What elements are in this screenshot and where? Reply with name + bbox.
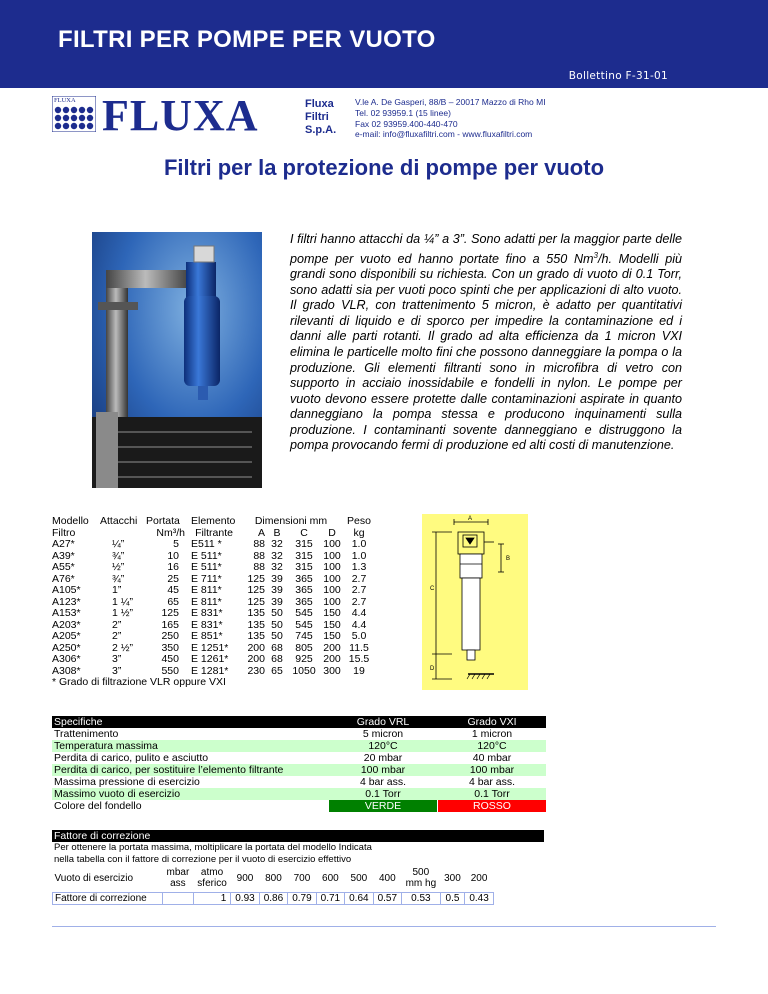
table-cell: E 811* (191, 584, 222, 596)
table-cell: 32 (271, 549, 283, 562)
table-cell: A153* (52, 607, 81, 619)
table-cell: 365 (295, 595, 313, 608)
table-cell: 32 (271, 538, 283, 550)
table-cell: E 711* (191, 572, 222, 585)
table-cell: E 1261* (191, 653, 229, 665)
table-cell: 50 (271, 607, 283, 619)
table-cell: A203* (52, 618, 81, 631)
spec-row: Temperatura massima 120°C 120°C (52, 740, 546, 752)
product-photo (92, 232, 262, 488)
table-cell: 745 (295, 630, 313, 642)
specifications-table (52, 716, 546, 812)
table-cell: 68 (271, 641, 283, 654)
correction-factor-text: Per ottenere la portata massima, moltiplicare la portata del modello Indicata nella tabella con il fattore di correzione per il vuoto di esercizio effettivo (54, 842, 372, 865)
table-note: * Grado di filtrazione VLR oppure VXI (52, 676, 226, 688)
dimension-drawing (422, 514, 528, 690)
table-cell: 88 (253, 549, 265, 562)
table-cell: 200 (323, 641, 341, 654)
table-cell: A55* (52, 561, 75, 573)
table-cell: 45 (167, 584, 179, 596)
color-badge-verde: VERDE (329, 800, 437, 812)
table-cell: 135 (247, 618, 265, 631)
correction-factor-title: Fattore di correzione (52, 830, 544, 842)
table-cell: 545 (295, 618, 313, 631)
table-row (52, 654, 373, 666)
table-cell: 1.0 (351, 538, 367, 550)
bulletin-number: Bollettino F-31-01 (568, 70, 668, 82)
table-cell: 365 (295, 584, 313, 596)
spec-row: Perdita di carico, pulito e asciutto 20 mbar 40 mbar (54, 752, 512, 764)
table-cell: 315 (295, 549, 313, 562)
address-street: V.le A. De Gasperi, 88/B – 20017 Mazzo di Rho MI (355, 97, 546, 107)
table-cell: ¾” (112, 572, 125, 585)
table-cell: 5 (173, 538, 179, 550)
table-cell: 1 ½” (112, 607, 134, 619)
table-cell: 1.3 (351, 561, 367, 573)
table-cell: 315 (295, 561, 313, 573)
table-cell: 1” (112, 584, 122, 596)
table-cell: 88 (253, 538, 265, 550)
table-cell: A105* (52, 584, 81, 596)
logo-mini-text: FLUXA (54, 97, 76, 104)
table-row (52, 585, 373, 597)
table-cell: 350 (161, 641, 179, 654)
table-cell: 15.5 (348, 653, 370, 665)
table-cell: E 1281* (191, 664, 229, 677)
table-cell: 68 (271, 653, 283, 665)
table-cell: 65 (271, 664, 283, 677)
table-cell: 165 (161, 618, 179, 631)
table-cell: ¼” (112, 538, 125, 550)
table-cell: 19 (353, 664, 365, 677)
correction-factor-section (52, 830, 542, 905)
spec-row: Massima pressione di esercizio 4 bar ass. 4 bar ass. (54, 776, 516, 788)
spec-row: Massimo vuoto di esercizio 0.1 Torr 0.1 Torr (52, 788, 546, 800)
table-cell: 11.5 (349, 641, 369, 654)
table-cell: 805 (295, 641, 313, 654)
table-cell: 2.7 (351, 572, 367, 585)
table-cell: 25 (167, 572, 179, 585)
correction-factor-table (52, 867, 494, 905)
table-cell: 365 (295, 572, 313, 585)
table-cell: E 851* (191, 630, 223, 642)
spec-row: Perdita di carico, per sostituire l’elemento filtrante 100 mbar 100 mbar (52, 764, 546, 776)
table-cell: 100 (323, 549, 341, 562)
table-row (52, 631, 373, 643)
table-cell: 1 ¼” (112, 595, 134, 608)
table-cell: 100 (323, 595, 341, 608)
models-table (52, 516, 373, 689)
table-cell: E 511* (191, 561, 222, 573)
color-badge-rosso: ROSSO (438, 800, 546, 812)
table-cell: 50 (271, 618, 283, 631)
table-cell: A27* (52, 538, 75, 550)
table-cell: 125 (247, 595, 265, 608)
table-cell: ½” (112, 561, 125, 573)
intro-paragraph: I filtri hanno attacchi da ¼” a 3”. Sono adatti per la maggior parte delle pompe per vuoto ed hanno portate fino a 550 Nm$^3$/h. Modelli più grandi sono disponibili su richiesta. Con un grado di vuoto di 0.1 Torr, sono adatti sia per vuoti poco spinti che per applicazioni di alto vuoto. Il grado VLR, con trattenimento 5 micron, è adatto per quantitativi rilevanti di liquido e di sporco per impedire la contaminazione ed i danni alle parti rotanti. Il grado ad alta efficienza da 1 micron VXI elimina le particelle molto fini che possono danneggiare la pompa o la produzione. Gli elementi filtranti sono in microfibra di vetro con supporto in acciaio inossidabile e fondelli in nylon. Le pompe per vuoto devono essere protette dalle contaminazioni aspirate in quanto danneggiano la pompa stessa e producono inquinamenti sulla produzione. I contaminanti sovente danneggiano e distruggono la pompa provocando fermi di produzione ed alti costi di manutenzione. (290, 232, 682, 453)
table-cell: 125 (247, 584, 265, 596)
drawing-label-a: A (468, 516, 473, 522)
table-cell: ¾” (112, 549, 125, 562)
table-cell: 100 (323, 538, 341, 550)
drawing-label-c: C (430, 586, 435, 592)
footer-divider (52, 926, 716, 927)
table-header-row: Filtro Nm³/h Filtrante A B C D kg (52, 526, 365, 539)
table-cell: E 511* (191, 549, 222, 562)
page-headline: Filtri per la protezione di pompe per vuoto (163, 155, 605, 180)
table-cell: 925 (295, 653, 313, 665)
table-cell: 230 (247, 664, 265, 677)
table-row (52, 608, 373, 620)
correction-row-factor: Fattore di correzione 1 0.93 0.86 0.79 0.71 0.64 0.57 0.53 0.5 0.43 (53, 893, 494, 905)
table-cell: 125 (247, 572, 265, 585)
table-cell: 1050 (292, 664, 316, 677)
table-cell: E 811* (191, 595, 222, 608)
correction-row-vacuum: Vuoto di esercizio mbar ass atmo sferico 900 800 700 600 500 400 500 mm hg 300 200 (54, 867, 488, 889)
company-name: Fluxa Filtri S.p.A. (305, 98, 337, 136)
table-cell: 32 (271, 561, 283, 573)
table-cell: 50 (271, 630, 283, 642)
logo-pipes-icon (52, 96, 96, 132)
drawing-label-d: D (430, 666, 435, 672)
table-cell: 5.0 (351, 630, 367, 642)
table-row (52, 562, 373, 574)
spec-header-row: Specifiche Grado VRL Grado VXI (52, 716, 546, 728)
table-cell: 200 (247, 641, 265, 654)
logo-wordmark: FLUXA (102, 91, 259, 140)
table-cell: 2.7 (351, 584, 367, 596)
table-cell: 135 (247, 630, 265, 642)
table-cell: 150 (323, 630, 341, 642)
table-cell: 100 (323, 561, 341, 573)
table-cell: 2.7 (351, 595, 367, 608)
table-cell: 550 (161, 664, 179, 677)
header-band (0, 0, 768, 88)
table-cell: 4.4 (351, 618, 367, 631)
table-cell: 10 (167, 549, 179, 562)
table-cell: 39 (271, 572, 283, 585)
table-cell: 300 (323, 664, 341, 677)
table-cell: 200 (323, 653, 341, 665)
table-cell: 545 (295, 607, 313, 619)
table-cell: E 1251* (191, 641, 229, 654)
table-cell: A39* (52, 549, 75, 562)
company-address (355, 97, 546, 140)
table-cell: 315 (295, 538, 313, 550)
table-cell: E511 * (191, 538, 222, 550)
address-tel: Tel. 02 93959.1 (15 linee) (355, 107, 451, 118)
table-cell: 2” (112, 618, 122, 631)
table-cell: A250* (52, 641, 81, 654)
drawing-label-b: B (506, 556, 511, 562)
table-cell: 1.0 (351, 549, 367, 562)
address-fax: Fax 02 93959.400-440-470 (355, 118, 458, 129)
table-cell: 125 (161, 607, 179, 619)
table-cell: E 831* (191, 618, 223, 631)
table-cell: 250 (161, 630, 179, 642)
document-title: FILTRI PER POMPE PER VUOTO (58, 26, 436, 53)
table-cell: 100 (323, 572, 341, 585)
table-cell: 2 ½” (112, 641, 134, 654)
table-cell: 100 (323, 584, 341, 596)
spec-row: Colore del fondello VERDE ROSSO (52, 800, 546, 812)
table-row (52, 539, 373, 551)
table-cell: A205* (52, 630, 81, 642)
table-cell: 150 (323, 607, 341, 619)
table-cell: 135 (247, 607, 265, 619)
table-cell: 39 (271, 595, 283, 608)
table-cell: 4.4 (351, 607, 367, 619)
table-cell: 200 (247, 653, 265, 665)
table-cell: 3” (112, 653, 122, 665)
table-cell: 450 (161, 653, 179, 665)
table-cell: 39 (271, 584, 283, 596)
spec-row: Trattenimento 5 micron 1 micron (54, 728, 513, 740)
table-cell: 150 (323, 618, 341, 631)
address-contacts: e-mail: info@fluxafiltri.com - www.fluxafiltri.com (355, 129, 533, 140)
table-header-row: Modello Attacchi Portata Elemento Dimensioni mm Peso (52, 515, 371, 527)
table-cell: A123* (52, 595, 81, 608)
table-cell: E 831* (191, 607, 223, 619)
table-cell: 16 (167, 561, 179, 573)
table-cell: A76* (52, 572, 75, 585)
table-cell: A306* (52, 653, 81, 665)
table-cell: 88 (253, 561, 265, 573)
table-cell: 65 (167, 595, 179, 608)
table-cell: A308* (52, 664, 81, 677)
table-cell: 2” (112, 630, 122, 642)
table-cell: 3” (112, 664, 122, 677)
